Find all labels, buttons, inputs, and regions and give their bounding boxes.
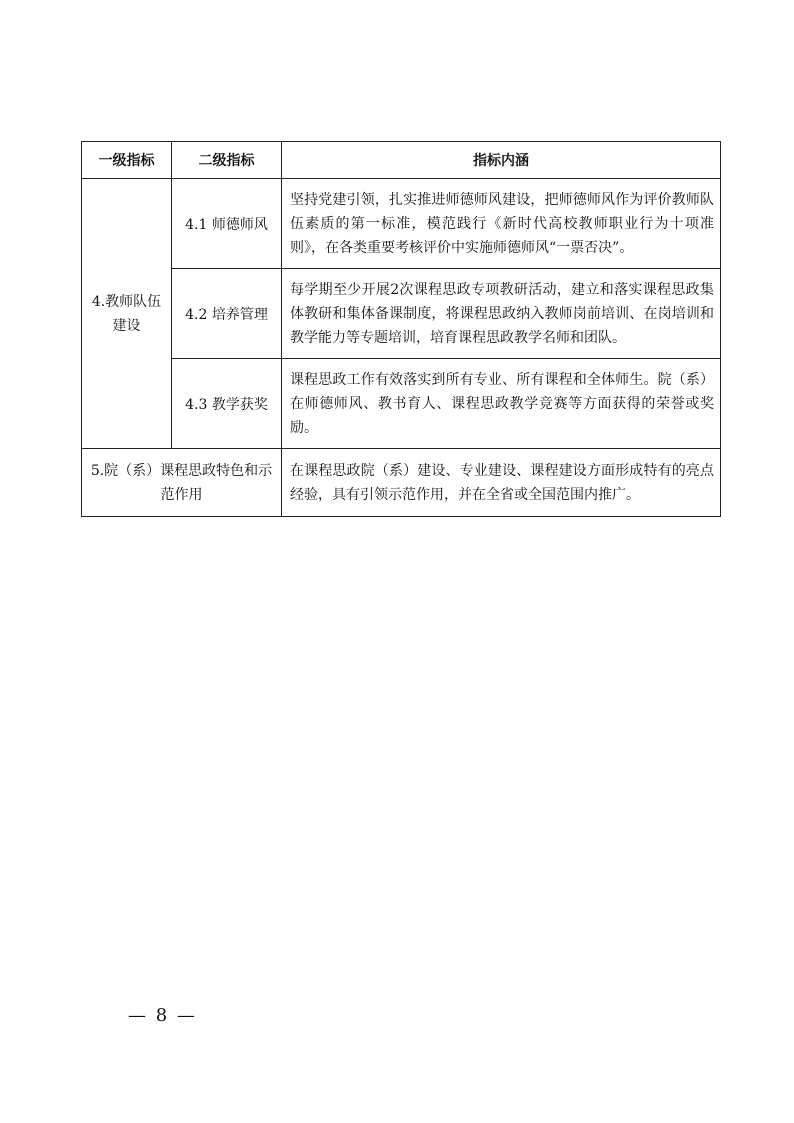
header-level2: 二级指标 <box>172 142 282 179</box>
table-row <box>82 179 721 269</box>
table-row <box>82 359 721 449</box>
level2-cell: 4.1 师德师风 <box>172 179 282 269</box>
level1-cell-features: 5.院（系）课程思政特色和示范作用 <box>82 449 282 517</box>
header-level1: 一级指标 <box>82 142 172 179</box>
content-cell: 在课程思政院（系）建设、专业建设、课程建设方面形成特有的亮点经验，具有引领示范作用，并在全省或全国范围内推广。 <box>282 449 721 517</box>
page-number: — 8 — <box>128 1005 197 1026</box>
level2-cell: 4.2 培养管理 <box>172 269 282 359</box>
table-row <box>82 269 721 359</box>
table-header-row <box>82 142 721 179</box>
indicator-table <box>81 141 721 517</box>
level2-cell: 4.3 教学获奖 <box>172 359 282 449</box>
header-content: 指标内涵 <box>282 142 721 179</box>
content-cell: 每学期至少开展2次课程思政专项教研活动，建立和落实课程思政集体教研和集体备课制度，将课程思政纳入教师岗前培训、在岗培训和教学能力等专题培训，培育课程思政教学名师和团队。 <box>282 269 721 359</box>
table-row <box>82 449 721 517</box>
level1-cell-teachers: 4.教师队伍建设 <box>82 179 172 449</box>
content-cell: 坚持党建引领，扎实推进师德师风建设，把师德师风作为评价教师队伍素质的第一标准，模范践行《新时代高校教师职业行为十项准则》，在各类重要考核评价中实施师德师风“一票否决”。 <box>282 179 721 269</box>
content-cell: 课程思政工作有效落实到所有专业、所有课程和全体师生。院（系）在师德师风、教书育人、课程思政教学竞赛等方面获得的荣誉或奖励。 <box>282 359 721 449</box>
